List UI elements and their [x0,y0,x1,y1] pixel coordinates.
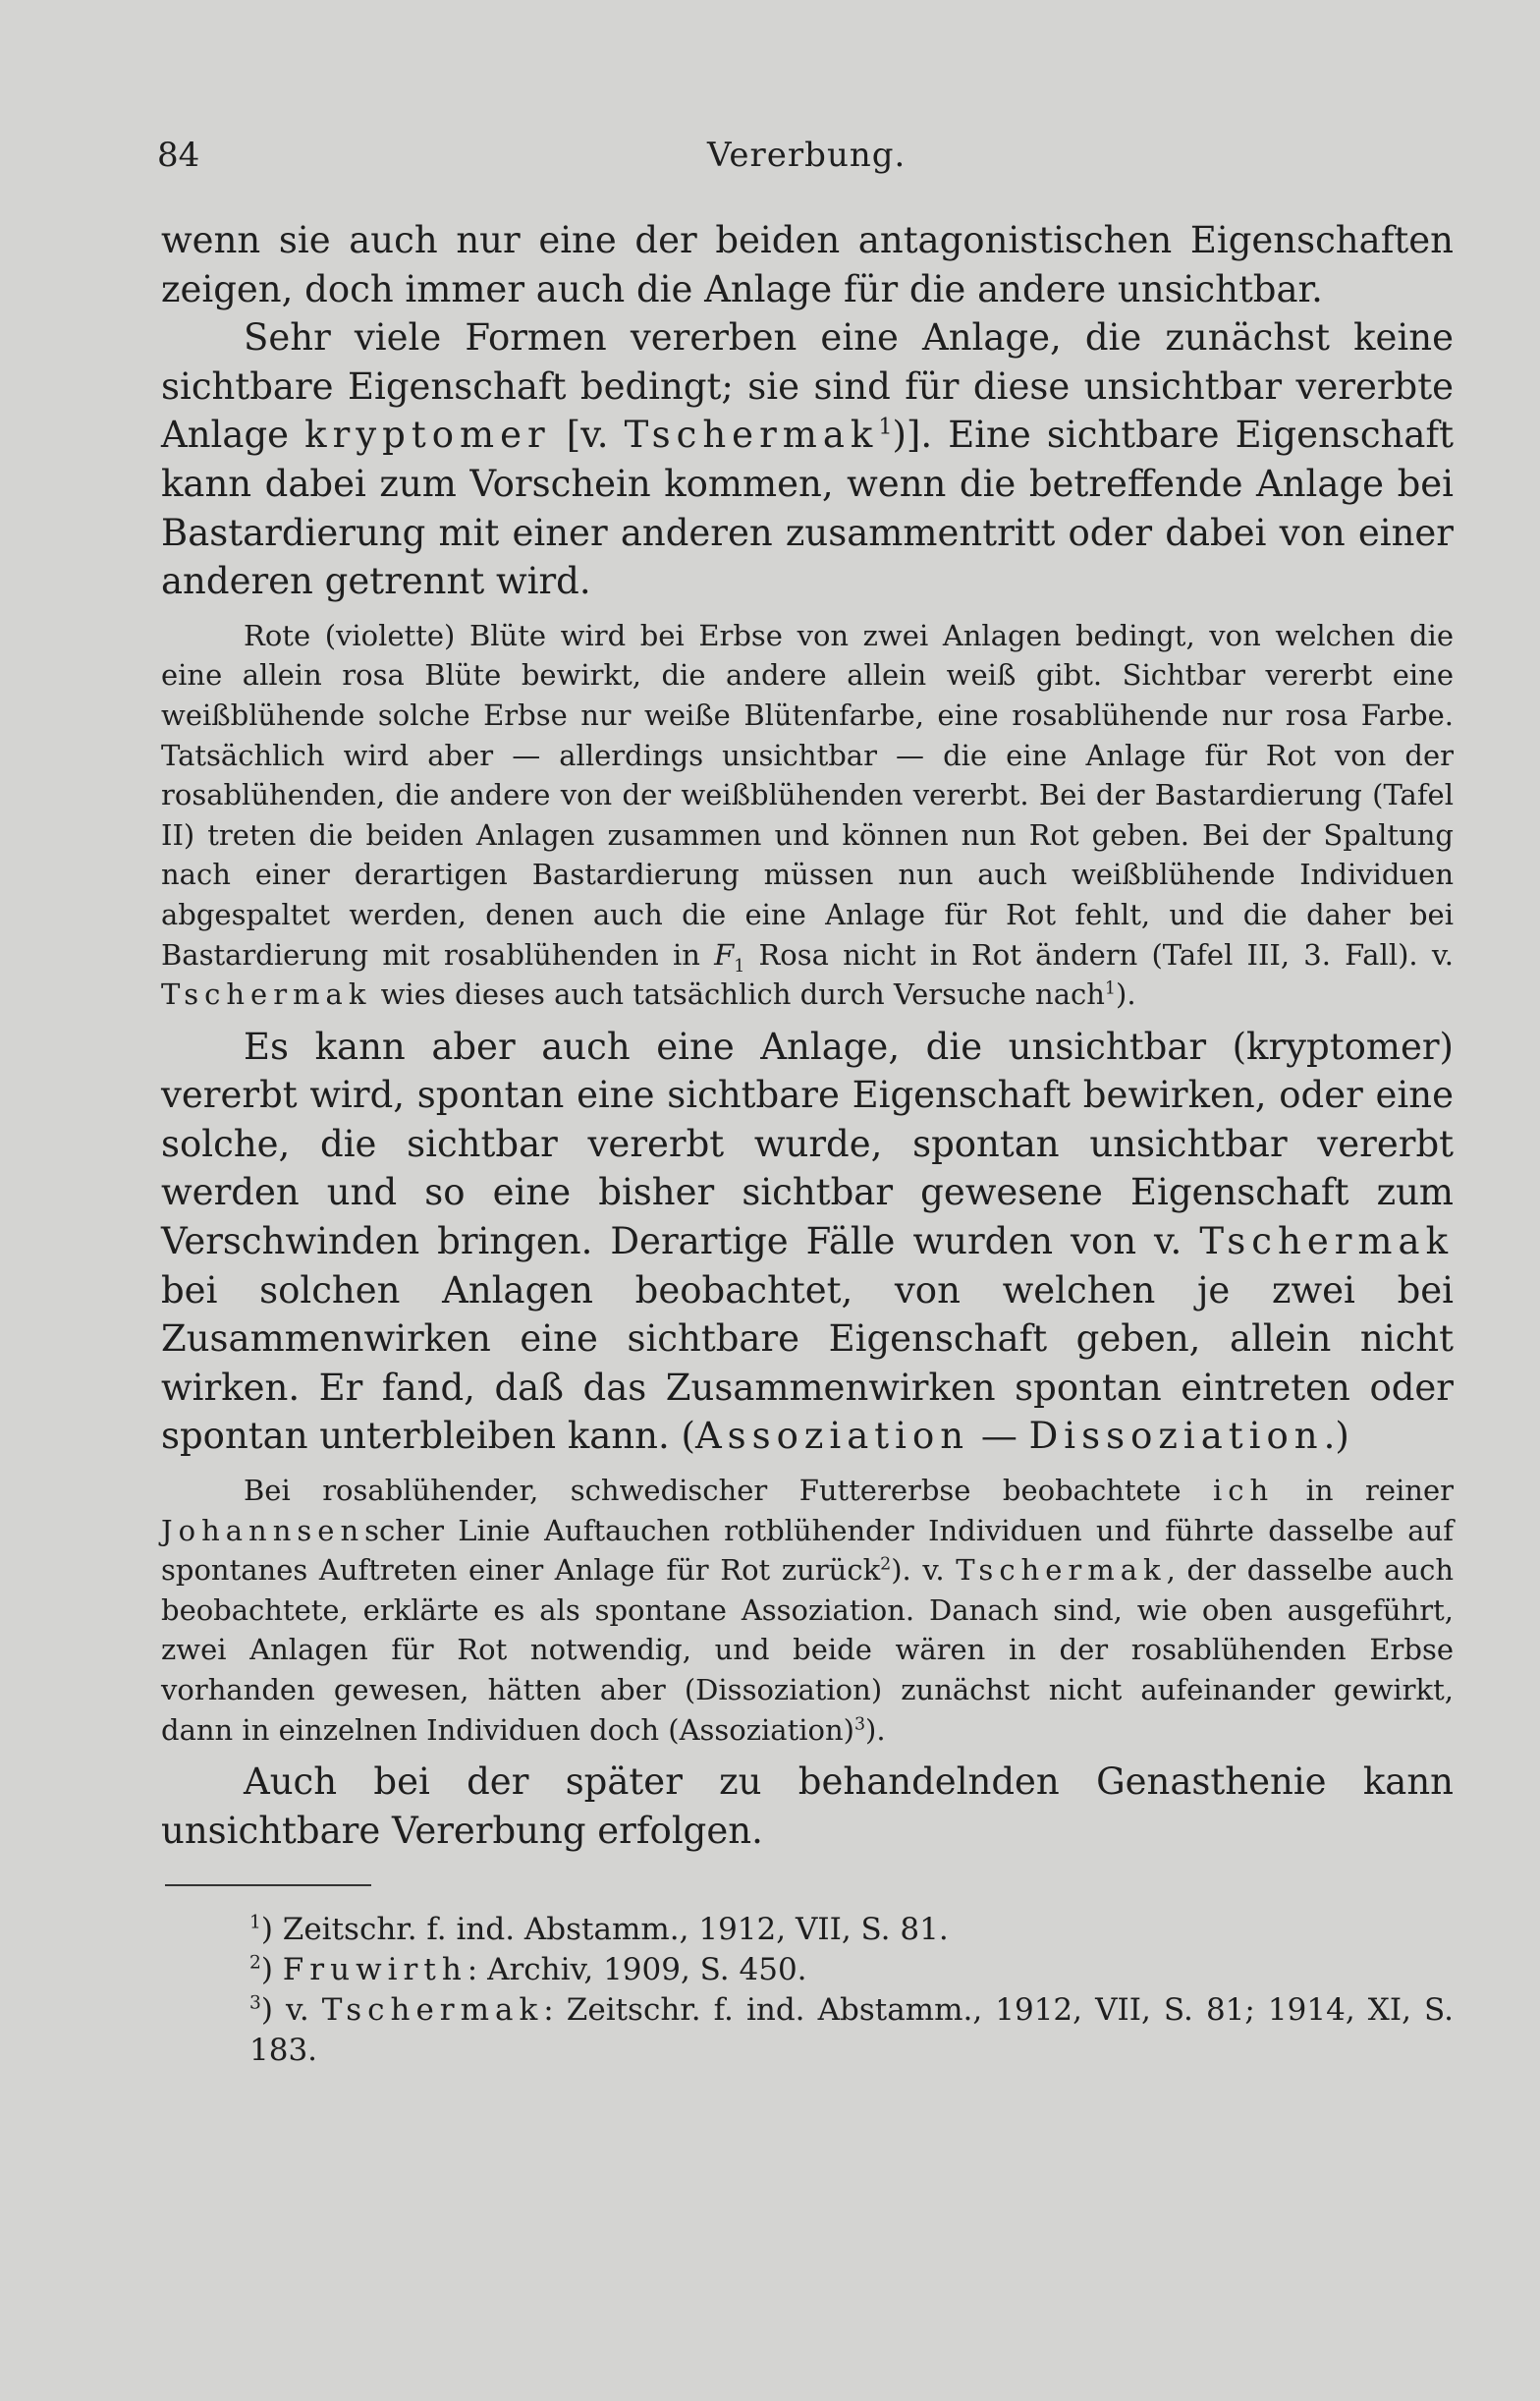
author-name: Tschermak [321,1992,544,2029]
footnote-ref: 1 [1104,978,1116,999]
running-title: Vererbung. [707,136,907,175]
paragraph-association [161,1023,1454,1461]
small-print-example-futtererbse [161,1471,1454,1750]
paragraph-text: Rote (violette) Blüte wird bei Erbse von zwei Anlagen bedingt, von welchen die eine allein rosa Blüte bewirkt, die andere allein weiß gibt. Sichtbar vererbt eine weißblühende solche Erbse nur weiße Blütenfarbe, eine rosablühende nur rosa Farbe. Tatsächlich wird aber — allerdings unsichtbar — die eine Anlage für Rot von der rosablühenden, die andere von der weißblühenden vererbt. Bei der Bastardierung (Tafel II) treten die beiden Anlagen zusammen und können nun Rot geben. Bei der Spaltung nach einer derartigen Bastardierung müssen nun auch weißblühende Individuen abgespaltet werden, denen auch die eine Anlage für Rot fehlt, und die daher bei Bastardierung mit rosablühenden in [161,618,1454,972]
paragraph-text: in reiner [1274,1474,1455,1508]
page-number: 84 [157,136,200,175]
paragraph-text: bei solchen Anlagen beobachtet, von welchen je zwei bei Zusammenwirken eine sichtbare Eigenschaft geben, allein nicht wirken. Er fand, daß das Zusammenwirken spontan eintreten oder spontan unterbleiben kann. ( [161,1268,1454,1458]
footnote-text: ) v. [260,1992,322,2029]
paragraph-text: wies dieses auch tatsächlich durch Versuche nach [371,977,1105,1012]
footnote-ref: 2 [880,1554,892,1575]
paragraph-genasthenie [161,1758,1454,1855]
emphasized-term: kryptomer [304,414,551,457]
paragraph-text: )]. Eine sichtbare Eigenschaft kann dabei zum Vorschein kommen, wenn die betreffende Anlage bei Bastardierung mit einer anderen zusammentritt oder dabei von einer anderen getrennt wird. [161,414,1455,603]
paragraph-text: Auch bei der später zu behandelnden Genasthenie kann unsichtbare Vererbung erfolgen. [161,1760,1454,1852]
emphasized-term: Assoziation [694,1415,970,1458]
footnote-ref: 1 [878,415,893,441]
author-name: Tschermak [1199,1220,1454,1263]
generation-symbol: F [714,937,735,972]
paragraph-text: .) [1323,1415,1349,1458]
footnote-mark: 3 [249,1993,261,2015]
footnote-2: $^2$) Fruwirth: Archiv, 1909, S. 450. [249,1952,807,1988]
paragraph-kryptomer [161,313,1454,606]
paragraph-text: , der dasselbe auch beobachtete, erklärte es als spontane Assoziation. Danach sind, wie oben ausgeführt, zwei Anlagen für Rot notwendig, und beide wären in der rosablühenden Erbse vorhanden gewesen, hätten aber (Dissoziation) zunächst nicht aufeinander gewirkt, dann in einzelnen Individuen doch (Assoziation) [161,1553,1454,1747]
paragraph-text: Sehr viele Formen vererben eine Anlage, die zunächst keine sichtbare Eigenschaft bedingt; sie sind für diese unsichtbar vererbte Anlage [161,316,1454,457]
paragraph-text: scher Linie Auftauchen rotblühender Individuen und führte dasselbe auf spontanes Auftreten einer Anlage für Rot zurück [161,1513,1454,1588]
paragraph-text: ). v. [891,1553,957,1588]
small-print-example-pea [161,616,1454,1015]
paragraph-text: wenn sie auch nur eine der beiden antagonistischen Eigenschaften zeigen, doch immer auch die Anlage für die andere unsichtbar. [161,219,1454,310]
page-header [157,136,1454,185]
emphasized-term: Dissoziation [1028,1415,1324,1458]
paragraph-continuation [161,216,1454,313]
footnote-text: ) Zeitschr. f. ind. Abstamm., 1912, VII, S. 81. [260,1912,949,1948]
footnote-ref: 3 [853,1713,866,1734]
paragraph-text: Bei rosablühender, schwedischer Futtererbse beobachtete [244,1474,1213,1508]
paragraph-text: Rosa nicht in Rot ändern (Tafel III, 3. Fall). v. [744,937,1454,972]
paragraph-text: ). [865,1712,886,1747]
paragraph-text: — [969,1415,1029,1458]
footnote-mark: 2 [249,1953,261,1975]
paragraph-text: Es kann aber auch eine Anlage, die unsichtbar (kryptomer) vererbt wird, spontan eine sichtbare Eigenschaft bewirken, oder eine solche, die sichtbar vererbt wurde, spontan unsichtbar vererbt werden und so eine bisher sichtbar gewesene Eigenschaft zum Verschwinden bringen. Derartige Fälle wurden von v. [161,1025,1454,1263]
footnote-mark: 1 [249,1913,261,1934]
footnote-1 [161,1910,1454,1950]
emphasized-term: ich [1212,1474,1275,1508]
footnote-text: : Zeitschr. f. ind. Abstamm., 1912, VII, S. 81; 1914, XI, S. 183. [249,1992,1454,2069]
paragraph-text: [v. [550,414,625,457]
author-name: Tschermak [161,977,372,1012]
paragraph-text: ). [1116,977,1136,1012]
page-body [161,216,1454,2071]
footnote-text: : Archiv, 1909, S. 450. [467,1952,807,1988]
generation-subscript: 1 [734,956,745,977]
author-name: Fruwirth [282,1952,468,1988]
footnote-divider [165,1884,371,1886]
author-name: Tschermak [624,414,879,457]
author-name: Tschermak [956,1553,1167,1588]
footnote-3 [161,1990,1454,2071]
author-name: Johannsen [161,1513,365,1547]
